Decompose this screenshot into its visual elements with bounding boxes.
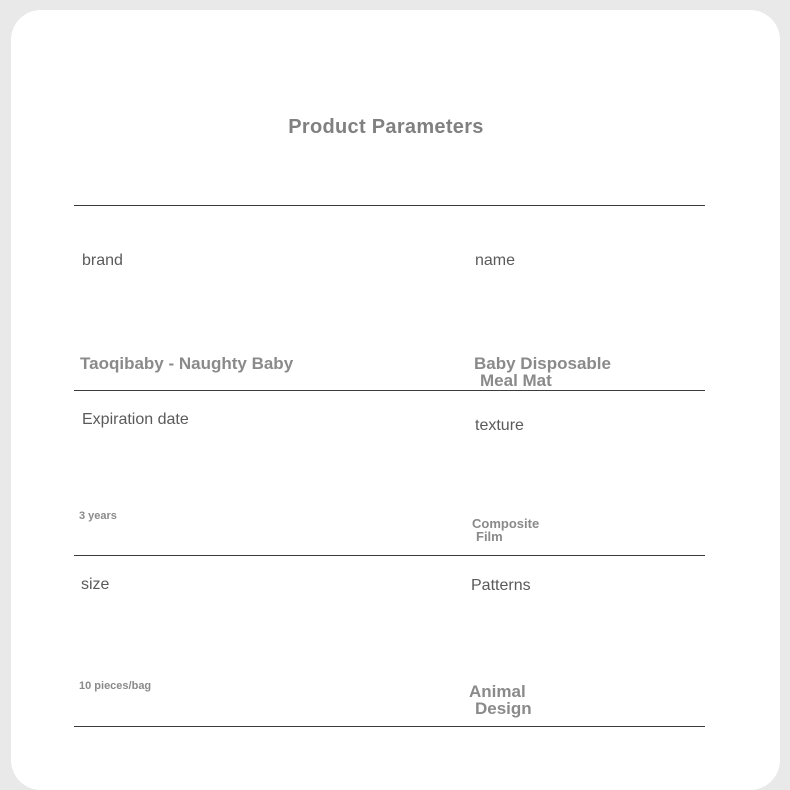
name-value (474, 355, 611, 389)
size-value: 10 pieces/bag (79, 680, 152, 692)
patterns-value-line1: Animal (469, 682, 526, 701)
patterns-value-line2: Design (475, 699, 532, 718)
expiration-date-value: 3 years (79, 510, 117, 522)
texture-value-line2: Film (476, 529, 503, 544)
texture-value (472, 517, 539, 543)
name-value-line2: Meal Mat (480, 371, 552, 390)
size-label: size (81, 576, 110, 593)
divider-bottom (74, 726, 705, 727)
texture-value-line1: Composite (472, 516, 540, 531)
texture-label: texture (475, 417, 524, 434)
expiration-date-label: Expiration date (82, 411, 189, 428)
name-value-line1: Baby Disposable (474, 354, 611, 373)
divider-top (74, 205, 705, 206)
divider-row-2 (74, 555, 705, 556)
patterns-value (469, 683, 532, 717)
divider-row-1 (74, 390, 705, 391)
patterns-label: Patterns (471, 577, 531, 594)
brand-value: Taoqibaby - Naughty Baby (80, 354, 294, 373)
brand-label: brand (82, 252, 123, 269)
page-title: Product Parameters (288, 116, 484, 138)
name-label: name (475, 252, 516, 269)
